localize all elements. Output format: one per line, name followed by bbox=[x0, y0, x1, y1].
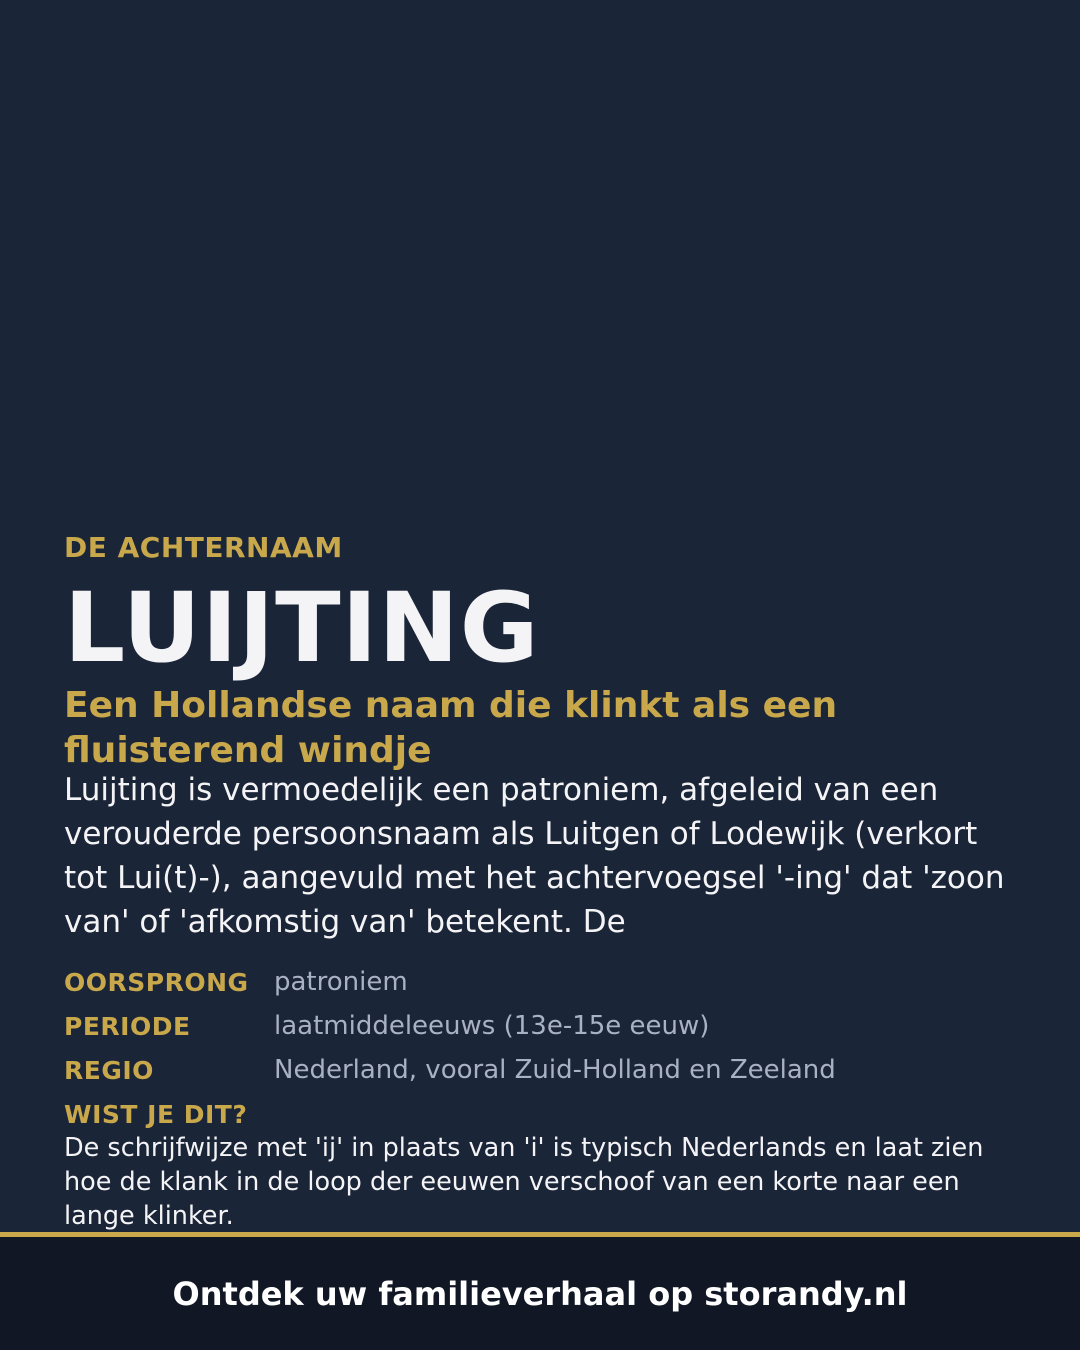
surname-title: LUIJTING bbox=[64, 572, 540, 684]
fact-key: REGIO bbox=[64, 1055, 154, 1085]
fact-value: Nederland, vooral Zuid-Holland en Zeeland bbox=[274, 1055, 836, 1085]
tagline: Een Hollandse naam die klinkt als een fluisterend windje bbox=[64, 685, 838, 771]
fact-row-region bbox=[64, 1048, 1016, 1092]
footer-cta: Ontdek uw familieverhaal op storandy.nl bbox=[172, 1274, 908, 1313]
footer-banner bbox=[0, 1232, 1080, 1350]
fact-key: PERIODE bbox=[64, 1011, 191, 1041]
fact-row-origin bbox=[64, 960, 1016, 1004]
description: Luijting is vermoedelijk een patroniem, afgeleid van een verouderde persoonsnaam als Luitgen of Lodewijk (verkort tot Lui(t)-), aangevuld met het achtervoegsel '-ing' dat 'zoon van' of 'afkomstig van' betekent. De bbox=[64, 772, 1005, 940]
fact-value: laatmiddeleeuws (13e-15e eeuw) bbox=[274, 1011, 710, 1041]
fact-key: OORSPRONG bbox=[64, 967, 249, 997]
fact-row-period bbox=[64, 1004, 1016, 1048]
facts-list bbox=[64, 960, 1016, 1092]
eyebrow-label: DE ACHTERNAAM bbox=[64, 531, 343, 564]
did-you-know-text: De schrijfwijze met 'ij' in plaats van 'i' is typisch Nederlands en laat zien hoe de klank in de loop der eeuwen verschoof van een korte naar een lange klinker. bbox=[64, 1133, 984, 1231]
fact-value: patroniem bbox=[274, 967, 408, 997]
did-you-know-title: WIST JE DIT? bbox=[64, 1100, 248, 1129]
